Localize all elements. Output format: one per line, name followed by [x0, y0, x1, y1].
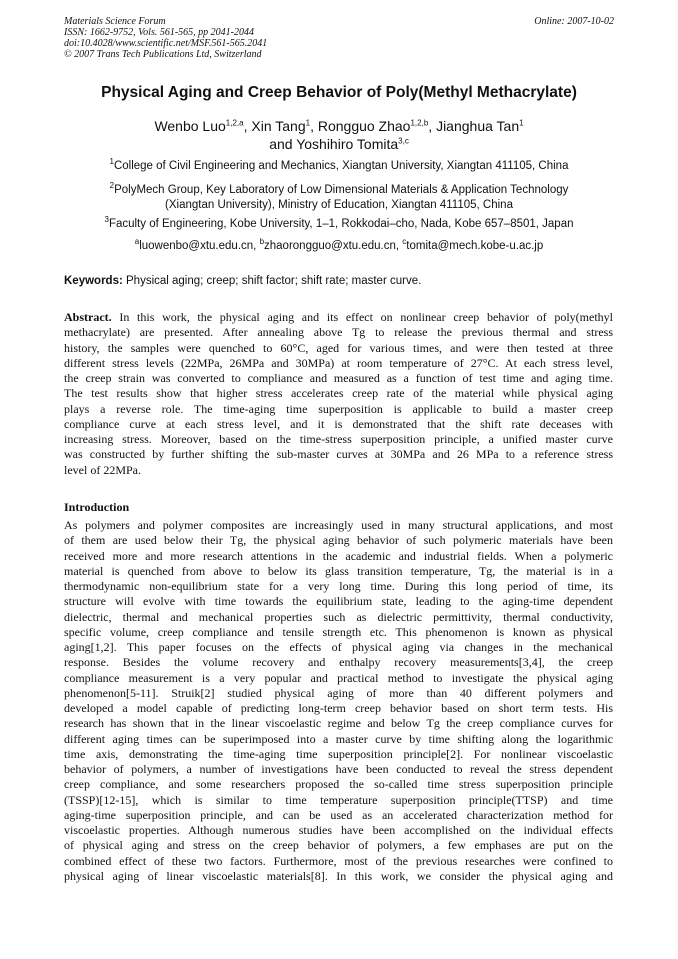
copyright-line: © 2007 Trans Tech Publications Ltd, Switzerland — [64, 49, 262, 60]
author-sup: 1,2,b — [410, 118, 429, 128]
email-link[interactable]: zhaorongguo@xtu.edu.cn, — [264, 240, 400, 252]
author-sup: 1 — [305, 118, 311, 128]
text-line: thermodynamic non-equilibrium state for a very long time. During this long period of time, its — [64, 579, 613, 593]
text-line: time axis, demonstrating the time-aging time superposition principle[2]. For nonlinear viscoelastic — [64, 746, 613, 761]
text-line: developed a model capable of predicting long-term creep behavior based on short term tests. His — [64, 701, 613, 715]
keywords-text: Physical aging; creep; shift factor; shift rate; master curve. — [126, 275, 422, 287]
email-list — [40, 237, 638, 252]
text-line: history, the samples were quenched to 60°C, aged for various times, and were then tested at three — [64, 340, 613, 355]
affiliation-text: (Xiangtan University), Ministry of Education, Xiangtan 411105, China — [165, 199, 513, 211]
text-line: aging[1,2]. This paper focuses on the effects of physical aging via changes in the mechanical — [64, 640, 613, 654]
abstract — [64, 310, 613, 478]
author-list: Wenbo Luo$^{1,2,a}$, Xin Tang$^1$, Rongguo Zhao$^{1,2,b}$, Jianghua Tan$^1$ and Yoshihiro Tomita$^{3,c}$ — [154, 118, 524, 152]
affiliation-sup: 1 — [109, 157, 114, 167]
text-line: different aging times can be superimposed into a master curve by time shifting along the logarithmic — [64, 731, 613, 746]
text-line: plays a reverse role. The time-aging time superposition is applicable to build a master creep — [64, 401, 613, 416]
text-line: phenomenon[5-11]. Struik[2] studied physical aging of more than 40 different polymers and — [64, 685, 613, 700]
text-line: aging-time superposition principle, and can be used as an accelerated characterization method for — [64, 807, 613, 822]
text-line: different stress levels (22MPa, 26MPa and 30MPa) at room temperature of 27°C. At each stress level, — [64, 355, 613, 370]
text-line: increasing stress. Moreover, based on the time-stress superposition principle, a unified master curve — [64, 432, 613, 446]
author-name: Jianghua Tan — [436, 118, 520, 134]
text-line: was constructed by further shifting the sub-master curves at 30MPa and 26 MPa to a reference stress — [64, 447, 613, 462]
affiliation-text: Faculty of Engineering, Kobe University, 1–1, Rokkodai–cho, Nada, Kobe 657–8501, Japan — [108, 218, 574, 230]
journal-header — [64, 16, 614, 60]
text-line: of them are used below their Tg, the physical aging behavior of such polymeric materials have been — [64, 533, 613, 548]
doi-line[interactable]: doi:10.4028/www.scientific.net/MSF.561-565.2041 — [64, 38, 268, 49]
text-line: creep compliance, and some researchers proposed the so-called time stress superposition principle — [64, 777, 613, 792]
text-line: methacrylate) are presented. After annealing above Tg to release the previous thermal and stress — [64, 325, 613, 340]
affiliation-1 — [40, 159, 638, 174]
email-sup: c — [402, 237, 407, 247]
text-line: physical aging of linear viscoelastic materials[8]. In this work, we consider the physical aging and — [64, 868, 613, 883]
text-line: dielectric, thermal and mechanical properties such as dielectric permittivity, thermal conductivity, — [64, 609, 613, 624]
text-line: behavior of polymers, a number of investigations have been conducted to reveal the stress dependent — [64, 762, 613, 776]
text-line: As polymers and polymer composites are increasingly used in many structural applications, and most — [64, 518, 613, 532]
introduction-heading: Introduction — [64, 500, 130, 514]
email-sup: a — [134, 237, 140, 247]
author-name: Yoshihiro Tomita — [296, 136, 399, 152]
text-line: compliance measurement is a very popular and practical method to investigate the physical aging — [64, 670, 613, 685]
email-link[interactable]: tomita@mech.kobe-u.ac.jp — [406, 240, 544, 252]
keywords-label: Keywords: — [64, 275, 123, 287]
affiliation-2 — [40, 183, 638, 213]
text-line: viscoelastic properties. Although numerous studies have been accomplished on the individual effects — [64, 823, 613, 837]
author-name: Xin Tang — [251, 118, 306, 134]
journal-name: Materials Science Forum — [64, 16, 166, 27]
affiliation-3 — [40, 217, 638, 232]
text-line: specific volume, creep compliance and tensile strength etc. This phenomenon is known as physical — [64, 624, 613, 639]
text-line: response. Besides the volume recovery and enthalpy recovery measurements[3,4], the creep — [64, 655, 613, 670]
online-date: Online: 2007-10-02 — [534, 16, 614, 27]
affiliation-sup: 3 — [104, 215, 109, 225]
text-line: level of 22MPa. — [64, 462, 141, 477]
author-sup: 3,c — [398, 136, 409, 146]
text-line: compliance curve at each stress level, and it is demonstrated that the shift rate deceases with — [64, 416, 613, 431]
email-sup: b — [259, 237, 265, 247]
author-sup: 1 — [519, 118, 524, 128]
author-name: Wenbo Luo — [154, 118, 226, 134]
keywords — [64, 275, 614, 287]
affiliation-text: College of Civil Engineering and Mechanics, Xiangtan University, Xiangtan 411105, China — [113, 160, 569, 172]
text-line: Abstract. In this work, the physical aging and its effect on nonlinear creep behavior of poly(methyl — [64, 310, 613, 324]
text-line: the creep strain was converted to compliance and measured as a function of test time and aging time. — [64, 371, 613, 385]
introduction-body — [64, 518, 613, 884]
text-line: structure will evolve with time towards the equilibrium state, leading to the aging-time dependent — [64, 594, 613, 609]
abstract-label: Abstract. — [64, 310, 120, 324]
affiliation-text: PolyMech Group, Key Laboratory of Low Dimensional Materials & Application Technology — [114, 184, 569, 196]
text-line: research has shown that in the linear viscoelastic regime and below Tg the creep compliance curves for — [64, 716, 613, 731]
affiliation-sup: 2 — [109, 181, 115, 191]
text-line: received more and more research attentions in the academic and industrial fields. When a polymeric — [64, 548, 613, 563]
author-name: Rongguo Zhao — [317, 118, 411, 134]
paper-title: Physical Aging and Creep Behavior of Poly(Methyl Methacrylate) — [101, 84, 577, 101]
issn-line: ISSN: 1662-9752, Vols. 561-565, pp 2041-2044 — [64, 27, 254, 38]
text-line: of physical aging and stress on the creep behavior of polymers, a few emphases are put on the — [64, 838, 613, 853]
email-link[interactable]: luowenbo@xtu.edu.cn, — [139, 240, 257, 252]
text-line: combined effect of these two factors. Furthermore, most of the previous researches were confined to — [64, 853, 613, 868]
text-line: The test results show that higher stress accelerates creep rate of the material while physical aging — [64, 386, 613, 401]
text-line: material is quenched from above to below its glass transition temperature, Tg, the material is in a — [64, 563, 613, 578]
text-line: (TSSP)[12-15], which is similar to time temperature superposition principle(TTSP) and time — [64, 792, 613, 807]
author-sup: 1,2,a — [225, 118, 244, 128]
